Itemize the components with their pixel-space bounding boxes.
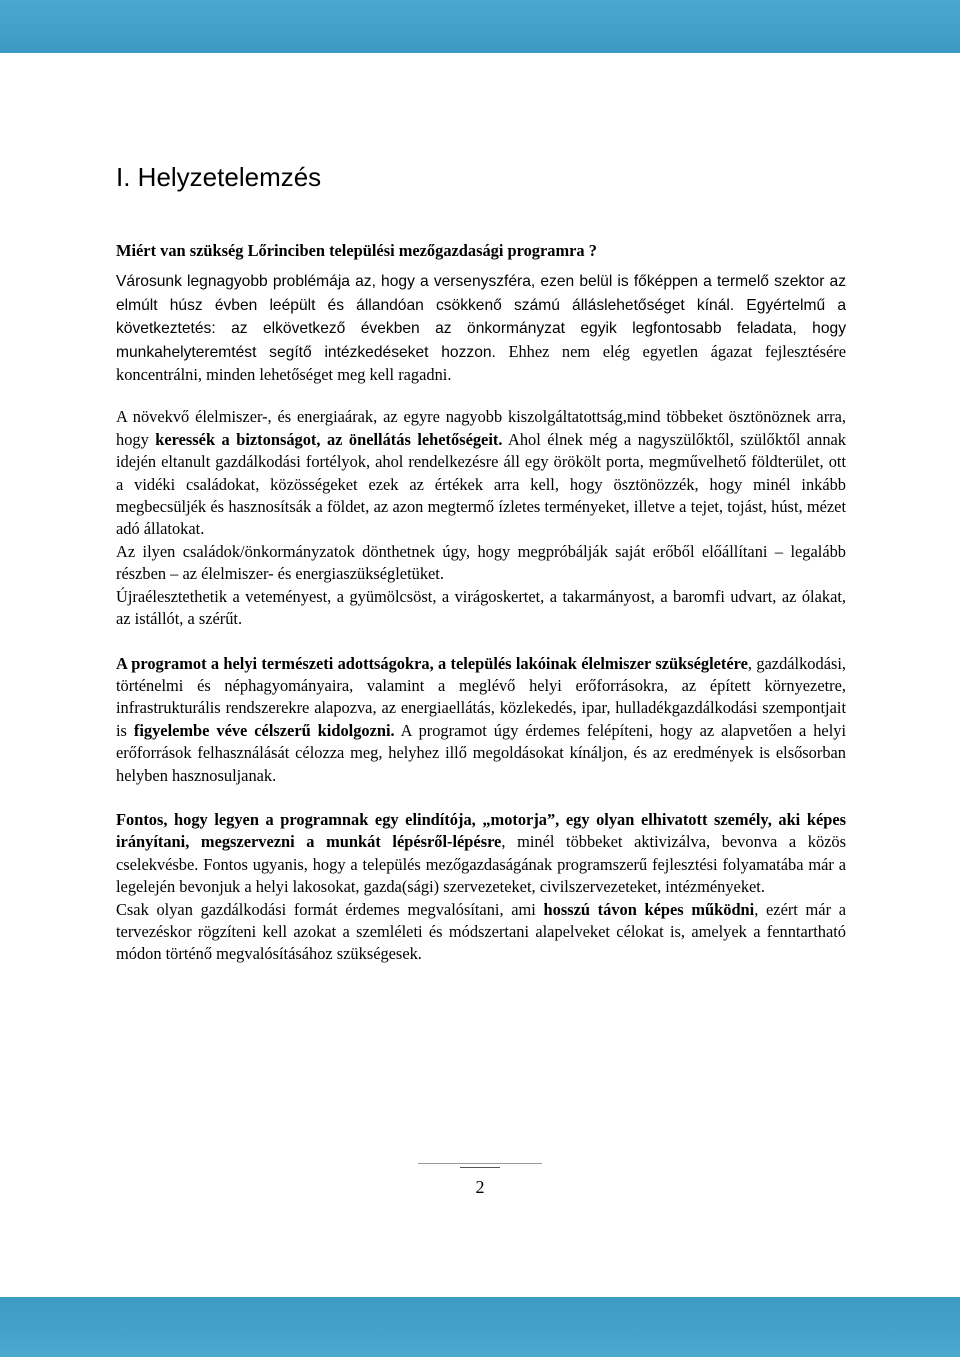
bold-text: hosszú távon képes működni [543, 899, 755, 919]
paragraph-sustainable [116, 899, 846, 966]
text-span: , minél többeket aktivizálva, bevonva a közös cselekvésbe. Fontos ugyanis, hogy a település mezőgazdaságának programszerű fejlesztési folyamatába már a legelején bevonjuk a helyi lakosokat, gazda(sági) szervezeteket, civilszervezeteket, intézményeket. [116, 832, 846, 897]
paragraph-program [116, 653, 846, 787]
paragraph-prices [116, 406, 846, 540]
document-body [116, 160, 846, 966]
page-number: 2 [475, 1177, 485, 1197]
bold-text: Fontos, hogy legyen a programnak egy elindítója, „motorja”, egy olyan elhivatott személy, aki képes irányítani, megszervezni a munkát lépésről-lépésre [116, 809, 846, 852]
text-span: Ahol élnek még a nagyszülőktől, szülőktől annak idején eltanult gazdálkodási fortélyok, ahol rendelkezésre áll egy örökölt porta, megművelhető földterület, ott a vidéki családokat, közösségeket ezek az értékek arra kell, hogy ösztönözzék, hogy minél inkább megbecsüljék és hasznosítsák a földet, az azon megtermő ízletes terményeket, illetve a tejet, tojást, húst, mézet adó állatokat. [116, 429, 846, 539]
paragraph-motor [116, 809, 846, 899]
page-footer [418, 1163, 542, 1198]
paragraph-families: Az ilyen családok/önkormányzatok dönthetnek úgy, hogy megpróbálják saját erőből előállítani – legalább részben – az élelmiszer- és energiaszükségletüket. [116, 541, 846, 584]
header-band [0, 0, 960, 53]
footer-rule [418, 1163, 542, 1164]
footer-band [0, 1297, 960, 1357]
text-span: Csak olyan gazdálkodási formát érdemes megvalósítani, ami [116, 899, 544, 919]
section-heading: I. Helyzetelemzés [116, 162, 322, 192]
section-question: Miért van szükség Lőrinciben települési mezőgazdasági programra ? [116, 241, 597, 260]
text-span: A programot úgy érdemes felépíteni, hogy az alapvetően a helyi erőforrások felhasználását célozza meg, helyhez illő megoldásokat kínáljon, és az eredmények is elsősorban helyben hasznosuljanak. [116, 720, 847, 785]
paragraph-intro [116, 270, 846, 386]
text-span: , ezért már a tervezéskor rögzíteni kell azokat a szemléleti és módszertani alapelveket célokat is, amelyek a fenntartható módon történő megvalósításához szükségesek. [116, 899, 846, 964]
text-span: A növekvő élelmiszer-, és energiaárak, az egyre nagyobb kiszolgáltatottság,mind többeket ösztönöznek arra, hogy [116, 407, 846, 449]
paragraph-intro-part1: Városunk legnagyobb problémája az, hogy a versenyszféra, ezen belül is főképpen a termelő szektor az elmúlt húsz évben leépült és állandóan csökkenő számú álláslehetőséget kínál. Egyértelmű a következtetés: az elkövetkező években az önkormányzat egyik legfontosabb feladata, hogy munkahelyteremtést segítő intézkedéseket hozzon. [116, 273, 846, 361]
bold-text: keressék a biztonságot, az önellátás lehetőségeit. [155, 429, 503, 449]
paragraph-intro-part2: Ehhez nem elég egyetlen ágazat fejlesztésére koncentrálni, minden lehetőséget meg kell ragadni. [116, 341, 846, 385]
paragraph-revive: Újraélesztethetik a veteményest, a gyümölcsöst, a virágoskertet, a takarmányost, a baromfi udvart, az ólakat, az istállót, a szérűt. [116, 586, 846, 629]
footer-rule-short [460, 1167, 500, 1168]
bold-text: figyelembe véve célszerű kidolgozni. [133, 720, 395, 740]
bold-text: A programot a helyi természeti adottságokra, a település lakóinak élelmiszer szükségletére [116, 653, 748, 673]
text-span: , gazdálkodási, történelmi és néphagyományaira, valamint a meglévő helyi erőforrásokra, az épített környezetre, infrastrukturális rendszerekre alapozva, az energiaellátás, közlekedés, ipar, hulladékgazdálkodási szempontjait is [116, 653, 846, 740]
